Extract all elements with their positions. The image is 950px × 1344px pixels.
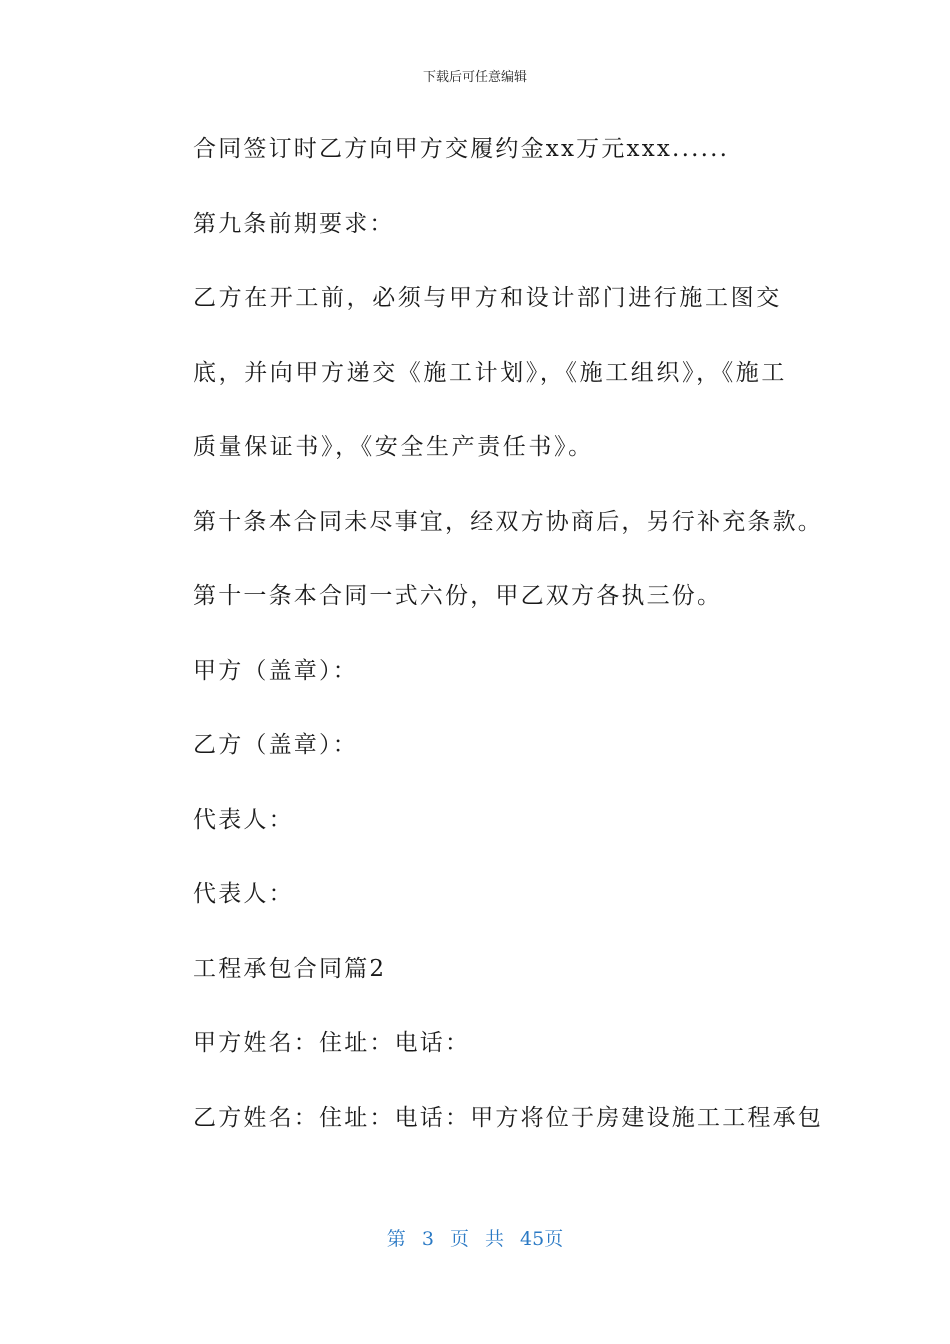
- party-b-info: 乙方姓名：住址：电话：甲方将位于房建设施工工程承包: [193, 1104, 823, 1131]
- party-a-info: 甲方姓名：住址：电话：: [193, 1030, 471, 1056]
- signature-party-b-seal: 乙方（盖章）：: [193, 732, 358, 758]
- page-footer-indicator: 第 3 页 共 45页: [386, 1228, 564, 1250]
- paragraph-article-11: 第十一条本合同一式六份，甲乙双方各执三份。: [193, 583, 723, 609]
- paragraph-performance-bond: 合同签订时乙方向甲方交履约金xx万元xxx......: [193, 136, 730, 162]
- section-title-contract-2: 工程承包合同篇2: [193, 955, 387, 982]
- signature-representative-b: 代表人：: [193, 881, 294, 907]
- paragraph-article-10: 第十条本合同未尽事宜，经双方协商后，另行补充条款。: [193, 508, 823, 535]
- signature-representative-a: 代表人：: [193, 806, 294, 833]
- signature-party-a-seal: 甲方（盖章）：: [193, 657, 358, 684]
- paragraph-article-9-body: 乙方在开工前，必须与甲方和设计部门进行施工图交底，并向甲方递交《施工计划》，《施工组织》，《施工质量保证书》，《安全生产责任书》。: [193, 285, 787, 460]
- document-body: [147, 112, 823, 1155]
- page-header-note: 下载后可任意编辑: [422, 70, 527, 85]
- paragraph-article-9-title: 第九条前期要求：: [193, 210, 395, 237]
